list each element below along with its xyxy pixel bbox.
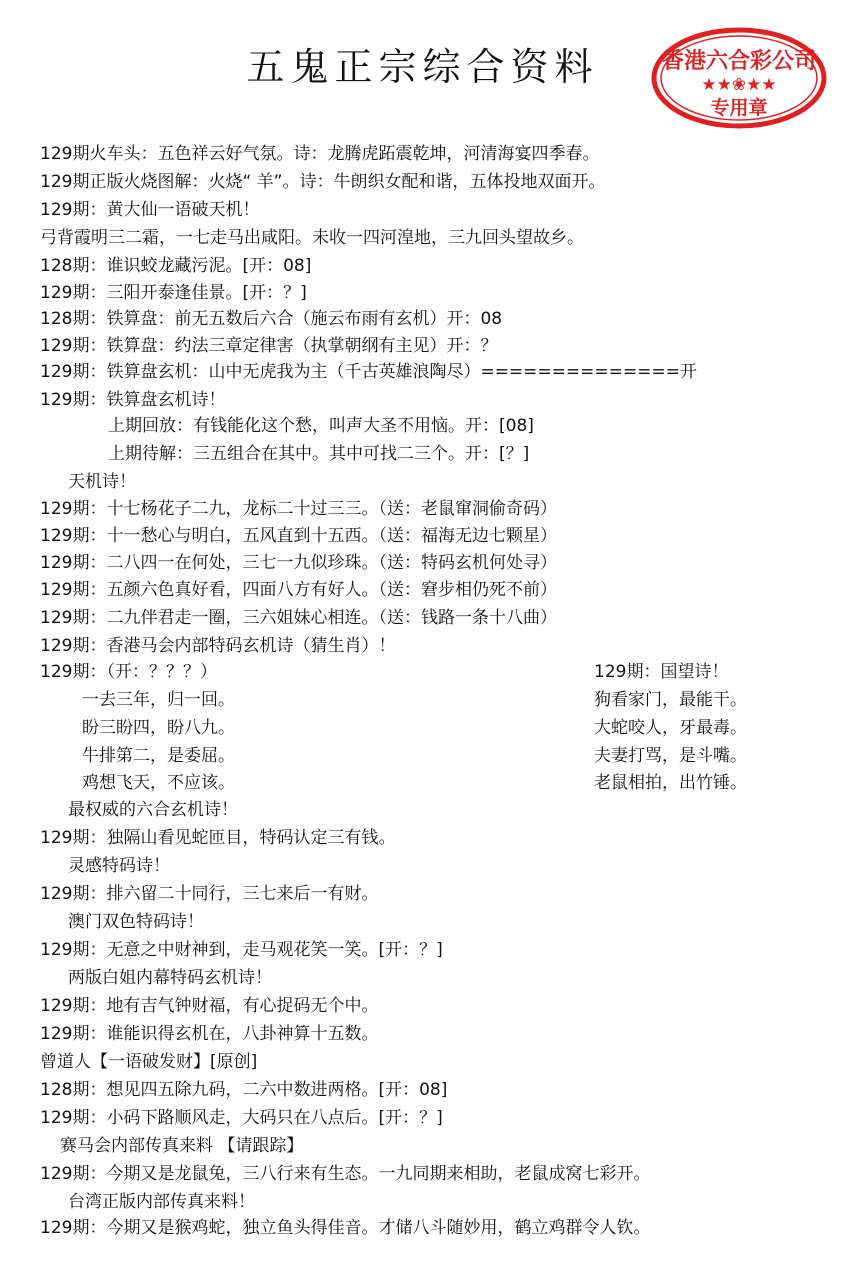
text-line: 台湾正版内部传真来料！	[68, 1192, 255, 1212]
text-line: 两版白姐内幕特码玄机诗！	[68, 968, 272, 988]
text-line: 129期：（开：？？？）	[40, 662, 217, 682]
text-line: 129期：地有吉气钟财福，有心捉码无个中。	[40, 996, 379, 1016]
text-line-right: 老鼠相拍，出竹锤。	[594, 773, 747, 793]
text-line: 曾道人【一语破发财】[原创]	[40, 1052, 258, 1072]
text-line-right: 129期：国望诗！	[594, 662, 729, 682]
text-line-right: 夫妻打骂，是斗嘴。	[594, 746, 747, 766]
text-line: 赛马会内部传真来料 【请跟踪】	[60, 1136, 304, 1156]
text-line: 牛排第二，是委屈。	[82, 746, 235, 766]
text-line: 129期：十七杨花子二九，龙标二十过三三。（送：老鼠窜洞偷奇码）	[40, 499, 557, 519]
text-line: 129期：五颜六色真好看，四面八方有好人。（送：窘步相仍死不前）	[40, 580, 557, 600]
text-line: 129期：铁算盘：约法三章定律害（执掌朝纲有主见）开：？	[40, 336, 498, 356]
text-line: 弓背霞明三二霜，一七走马出咸阳。未收一四河湟地，三九回头望故乡。	[40, 228, 584, 248]
text-line: 129期：今期又是猴鸡蛇，独立鱼头得佳音。才储八斗随妙用，鹤立鸡群令人钦。	[40, 1218, 651, 1238]
text-line: 盼三盼四，盼八九。	[82, 718, 235, 738]
text-line: 129期：铁算盘玄机：山中无虎我为主（千古英雄浪陶尽）==============开	[40, 362, 697, 382]
text-line: 一去三年，归一回。	[82, 690, 235, 710]
seal-bottom-text: 专用章	[710, 97, 768, 119]
text-line-right: 大蛇咬人，牙最毒。	[594, 718, 747, 738]
text-line: 129期：二九伴君走一圈，三六姐妹心相连。（送：钱路一条十八曲）	[40, 608, 557, 628]
text-line: 128期：谁识蛟龙藏污泥。[开：08]	[40, 256, 312, 276]
text-line: 128期：想见四五除九码，二六中数进两格。[开：08]	[40, 1080, 448, 1100]
text-line: 129期：无意之中财神到，走马观花笑一笑。[开：？]	[40, 940, 443, 960]
text-line: 129期火车头：五色祥云好气氛。诗：龙腾虎跖震乾坤，河清海宴四季春。	[40, 144, 600, 164]
page-title: 五鬼正宗综合资料	[246, 45, 599, 89]
text-line: 129期：十一愁心与明白，五风直到十五西。（送：福海无边七颗星）	[40, 526, 557, 546]
text-line: 天机诗！	[68, 472, 136, 492]
seal-stars: ★★❀★★	[701, 75, 777, 95]
text-line-right: 狗看家门，最能干。	[594, 690, 747, 710]
text-line: 129期：黄大仙一语破天机！	[40, 200, 260, 220]
text-line: 129期：二八四一在何处，三七一九似珍珠。（送：特码玄机何处寻）	[40, 553, 557, 573]
text-line: 上期回放：有钱能化这个愁，叫声大圣不用恼。开：[08]	[108, 416, 534, 436]
text-line: 129期：香港马会内部特码玄机诗（猜生肖）！	[40, 636, 396, 656]
text-line: 澳门双色特码诗！	[68, 912, 204, 932]
seal-top-text: 香港六合彩公司	[661, 49, 817, 74]
text-line: 最权威的六合玄机诗！	[68, 800, 238, 820]
text-line: 128期：铁算盘：前无五数后六合（施云布雨有玄机）开：08	[40, 309, 503, 329]
text-line: 129期：独隔山看见蛇匝目，特码认定三有钱。	[40, 828, 396, 848]
text-line: 129期：铁算盘玄机诗！	[40, 390, 226, 410]
text-line: 上期待解：三五组合在其中。其中可找二三个。开：[？]	[108, 444, 530, 464]
text-line: 129期：三阳开泰逢佳景。[开：？]	[40, 283, 307, 303]
text-line: 鸡想飞天，不应该。	[82, 773, 235, 793]
text-line: 129期：排六留二十同行，三七来后一有财。	[40, 884, 379, 904]
text-line: 129期正版火烧图解：火烧“ 羊”。诗：牛朗织女配和谐，五体投地双面开。	[40, 172, 606, 192]
text-line: 灵感特码诗！	[68, 856, 170, 876]
text-line: 129期：今期又是龙鼠兔，三八行来有生态。一九同期来相助，老鼠成窝七彩开。	[40, 1164, 651, 1184]
text-line: 129期：小码下路顺风走，大码只在八点后。[开：？]	[40, 1108, 443, 1128]
text-line: 129期：谁能识得玄机在，八卦神算十五数。	[40, 1024, 379, 1044]
